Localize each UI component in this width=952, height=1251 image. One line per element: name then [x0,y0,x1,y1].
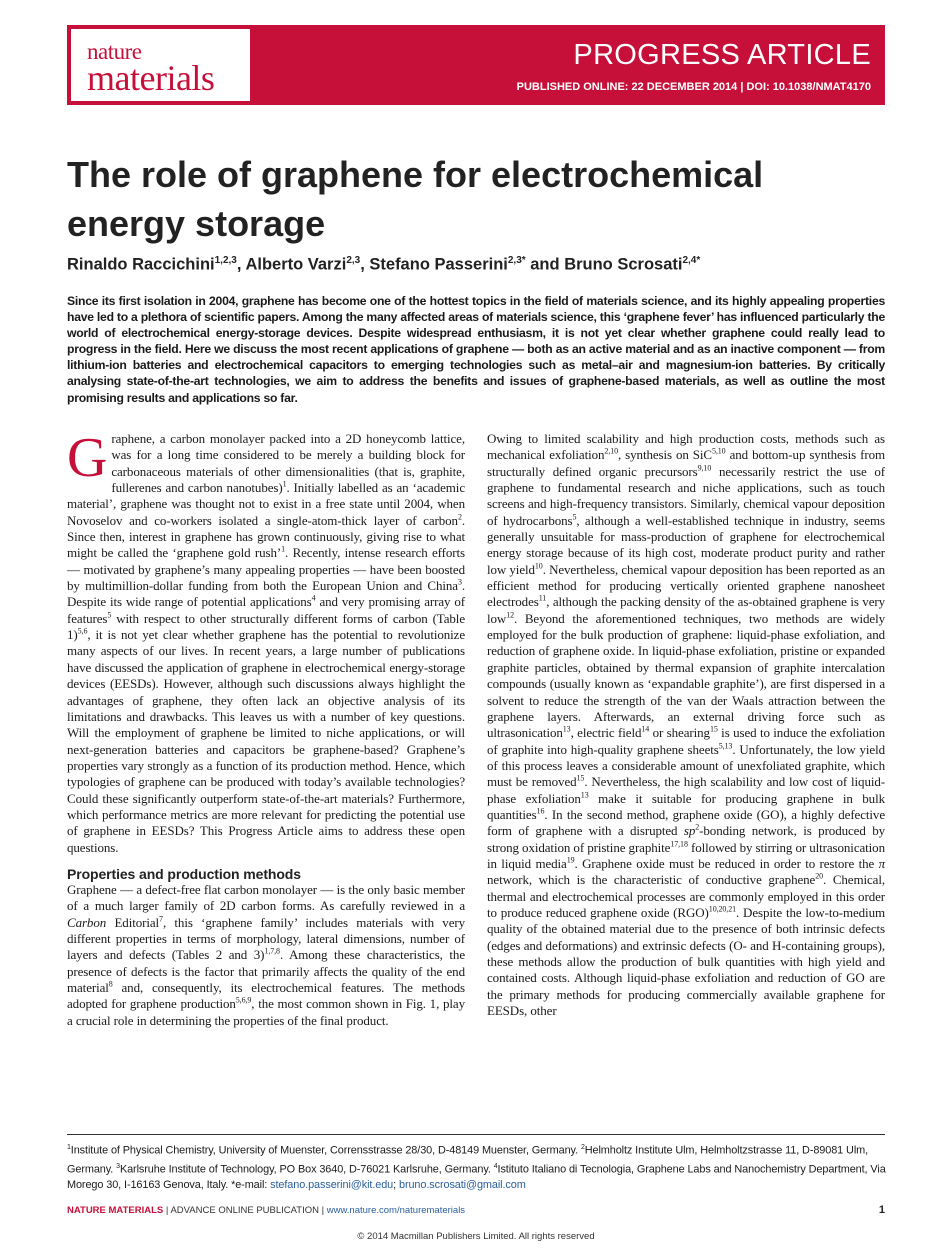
citation-superscript: 5 [107,610,112,620]
citation-superscript: 4 [311,594,316,604]
copyright-notice: © 2014 Macmillan Publishers Limited. All rights reserved [357,1231,595,1242]
section-heading: Properties and production methods [67,865,301,882]
abstract: Since its first isolation in 2004, graphene has become one of the hottest topics in the field of materials science, and its highly appealing properties have led to a plethora of scientific papers. Among the many affected areas of materials science, this ‘graphene fever’ has influenced particularly the world of electrochemical energy-storage devices. Despite widespread enthusiasm, it is not yet clear whether graphene could really lead to progress in the field. Here we discuss the most recent applications of graphene — both as an active material and as an inactive component — from lithium-ion batteries and electrochemical capacitors to emerging technologies such as metal–air and magnesium-ion batteries. By critically analysing state-of-the-art technologies, we aim to address the benefits and issues of graphene-based materials, as well as outline the most promising results and applications so far. [67,294,885,405]
logo-nature-text: nature [87,39,142,64]
text-run: Helmholtz Institute Ulm, Helmholtzstrasse 11, D-89081 Ulm, Germany. [67,1144,869,1176]
text-run: is used to induce the exfoliation of graphite into high-quality graphene sheets [487,725,886,757]
text-run: . Beyond the aforementioned techniques, two methods are widely employed for the bulk production of graphene: liquid-phase exfoliation, and reduction of graphene oxide. In liquid-phase exfoliation, pristine or expanded graphite particles, obtained by thermal expansion of graphite intercalation compounds (usually known as ‘expandable graphite’), are first dispersed in a solvent to reduce the strength of the van der Waals attraction between the graphene layers. Afterwards, an external driving force such as ultrasonication [487,610,885,741]
author-name: Rinaldo Raccichini [67,255,215,274]
text-run: Owing to limited scalability and high production costs, methods such as mechanical exfoliation [487,431,885,463]
text-run: . In the second method, graphene oxide (GO), a highly defective form of graphene with a disrupted [487,806,885,839]
citation-superscript: 2 [695,822,700,832]
text-run: make it suitable for producing graphene in bulk quantities [487,790,885,822]
text-run: , synthesis on SiC [618,447,712,463]
text-run: . Since then, interest in graphene has grown continuously, giving rise to what might be called the ‘graphene gold rush’ [67,512,465,561]
published-doi-line: PUBLISHED ONLINE: 22 DECEMBER 2014 | DOI: 10.1038/NMAT4170 [516,81,871,93]
citation-superscript: 20 [815,871,824,881]
citation-superscript: 12 [506,610,515,620]
citation-superscript: 5 [572,512,577,522]
text-run: , although a well-established technique in industry, seems generally unsuitable for mass-production of graphene for electrochemical energy storage because of its high cost, moderate product purity and rather low yield [487,512,885,577]
text-run: , the most common shown in Fig. 1, play a crucial role in determining the properties of the final product. [67,996,465,1028]
footer-publication: | ADVANCE ONLINE PUBLICATION | [163,1205,327,1216]
citation-superscript: 5,6,9 [235,996,252,1006]
text-run: . Nevertheless, chemical vapour deposition has been reported as an efficient method for producing vertically oriented graphene nanosheet electrodes [487,561,886,610]
text-run: and very promising array of features [67,594,466,626]
text-run: Editorial [106,914,160,930]
production-methods-paragraph [487,431,885,1019]
citation-superscript: 17,18 [670,839,688,849]
citation-superscript: 3 [116,1163,120,1171]
italic-text: π [878,855,885,871]
text-run: Karlsruhe Institute of Technology, PO Box 3640, D-76021 Karlsruhe, Germany. [119,1163,494,1176]
text-run: . Among these characteristics, the presence of defects is the factor that primarily affects the quality of the end material [67,947,466,995]
text-run: network, which is the characteristic of conductive graphene [487,872,816,888]
citation-superscript: 1 [282,479,287,489]
logo-materials-text: materials [87,58,215,98]
citation-superscript: 8 [108,979,113,989]
footer-journal-link[interactable]: www.nature.com/naturematerials [326,1205,466,1216]
text-run: . Chemical, thermal and electrochemical processes are commonly employed in this order to produce reduced graphene oxide (RGO) [487,872,886,920]
citation-superscript: 5,6 [77,626,88,636]
footer-journal-name: NATURE MATERIALS [67,1205,164,1216]
text-run: . Despite its wide range of potential applications [67,578,465,610]
author-affiliation-marker: 1,2,3 [214,255,237,266]
body-column-left [67,427,466,1029]
text-run: . Despite the low-to-medium quality of the obtained material due to the presence of both intrinsic defects (edges and deformations) and extrinsic defects (O- and H-containing groups), these methods allow the production of bulk quantities with high yield and contained costs. Although liquid-phase exfoliation and reduction of GO are the primary methods for producing commercially available graphene for EESDs, other [487,904,885,1019]
citation-superscript: 4 [493,1163,498,1171]
citation-superscript: 3 [457,577,462,587]
author-affiliation-marker: 2,3* [507,255,526,266]
article-type-label: PROGRESS ARTICLE [573,39,871,71]
citation-superscript: 19 [566,855,575,865]
text-run: . Unfortunately, the low yield of this process leaves a considerable amount of unexfoliated graphite, which must be removed [487,741,885,790]
citation-superscript: 15 [576,773,585,783]
text-run: necessarily restrict the use of graphene to fundamental research and niche applications, such as touch screens and high-frequency transistors. Similarly, chemical vapour deposition of hydrocarbons [487,463,885,528]
italic-text: sp [683,823,696,839]
citation-superscript: 2,10 [604,447,619,457]
page-footer [67,1205,885,1216]
intro-text [67,427,466,855]
footnote-divider [67,1134,885,1135]
citation-superscript: 9,10 [697,463,712,473]
author-name: Stefano Passerini [369,255,508,274]
author-name: Bruno Scrosati [564,255,683,274]
drop-cap: G [67,427,108,489]
journal-logo[interactable] [70,28,251,102]
affiliations-footnote [67,1140,887,1194]
text-run: and bottom-up synthesis from structurally defined organic precursors [487,447,885,479]
intro-paragraph [67,427,466,856]
text-run: and, consequently, its electrochemical features. The methods adopted for graphene production [67,980,465,1012]
author-list [67,255,887,275]
citation-superscript: 5,13 [718,741,733,751]
section-paragraph [67,882,465,1029]
text-run: ; [393,1179,399,1192]
text-run: . Nevertheless, the high scalability and low cost of liquid-phase exfoliation [487,774,885,806]
page-number: 1 [878,1204,885,1216]
italic-text: Carbon [67,914,107,930]
citation-superscript: 7 [159,914,163,924]
citation-superscript: 13 [562,724,571,734]
text-run: raphene, a carbon monolayer packed into a 2D honeycomb lattice, was for a long time considered to be merely a building block for carbonaceous materials of other dimensionalities (that is, graphite, fullerenes and carbon nanotubes) [111,431,465,496]
text-run: , electric field [570,725,642,741]
journal-header-bar [67,25,885,105]
text-run: , although the packing density of the as-obtained graphene is very low [487,594,885,626]
citation-superscript: 5,10 [711,447,726,457]
email-link[interactable]: stefano.passerini@kit.edu [270,1179,394,1192]
author-name: Alberto Varzi [245,255,347,274]
text-run: . Recently, intense research efforts — motivated by graphene’s many appealing properties — have been boosted by multimillion-dollar funding from both the European Union and China [67,545,465,594]
article-title: The role of graphene for electrochemical energy storage [67,154,764,244]
text-run: . Graphene oxide must be reduced in order to restore the [574,855,879,871]
text-run: . Initially labelled as an ‘academic material’, graphene was thought not to exist in a free state until 2004, when Novoselov and co-workers isolated a single-atom-thick layer of carbon [67,480,465,528]
citation-superscript: 13 [580,790,589,800]
citation-superscript: 2 [457,512,462,522]
citation-superscript: 2 [580,1144,585,1151]
author-affiliation-marker: 2,3 [346,255,361,266]
citation-superscript: 14 [641,724,650,734]
author-separator: , [236,255,246,274]
citation-superscript: 16 [536,806,545,816]
citation-superscript: 1,7,8 [264,946,280,956]
author-separator: and [525,255,565,274]
citation-superscript: 10 [534,561,543,571]
text-run: with respect to other structurally different forms of carbon (Table 1) [67,610,465,643]
text-run: Institute of Physical Chemistry, University of Muenster, Corrensstrasse 28/30, D-48149 Muenster, Germany. [70,1144,581,1157]
text-run: -bonding network, is produced by strong oxidation of pristine graphite [487,823,885,855]
citation-superscript: 1 [67,1144,71,1151]
body-column-right [487,431,885,1019]
text-run: followed by stirring or ultrasonication in liquid media [487,839,885,871]
text-run: , this ‘graphene family’ includes materials with very different properties in terms of morphology, lateral dimensions, number of layers and defects (Tables 2 and 3) [67,914,465,963]
text-run: Graphene — a defect-free flat carbon monolayer — is the only basic member of a much larger family of 2D carbon forms. As carefully reviewed in a [67,881,465,914]
email-link[interactable]: bruno.scrosati@gmail.com [398,1179,526,1192]
author-affiliation-marker: 2,4* [682,255,701,266]
citation-superscript: 1 [281,545,286,555]
citation-superscript: 11 [538,594,547,604]
text-run: or shearing [649,725,710,741]
citation-superscript: 10,20,21 [708,904,736,914]
author-separator: , [360,255,370,274]
citation-superscript: 15 [709,724,718,734]
text-run: Istituto Italiano di Tecnologia, Graphene Labs and Nanochemistry Department, Via Morego 30, I-16163 Genova, Italy. *e-mail: [67,1163,886,1192]
text-run: , it is not yet clear whether graphene has the potential to revolutionize many aspects of our lives. In recent years, a large number of publications have discussed the application of graphene in electrochemical energy-storage devices (EESDs). However, although such discussions always highlight the advantages of graphene, they often lack an objective analysis of its limitations and drawbacks. This leaves us with a number of key questions. Will the employment of graphene be limited to niche applications, or will next-generation batteries and capacitors be graphene-based? Graphene’s properties vary strongly as a function of its production method. Hence, which typologies of graphene can be produced with today’s available technologies? Could these significantly outperform state-of-the-art materials? Furthermore, which performance metrics are more relevant for predicting the potential use of graphene in EESDs? This Progress Article aims to address these open questions. [67,627,465,855]
